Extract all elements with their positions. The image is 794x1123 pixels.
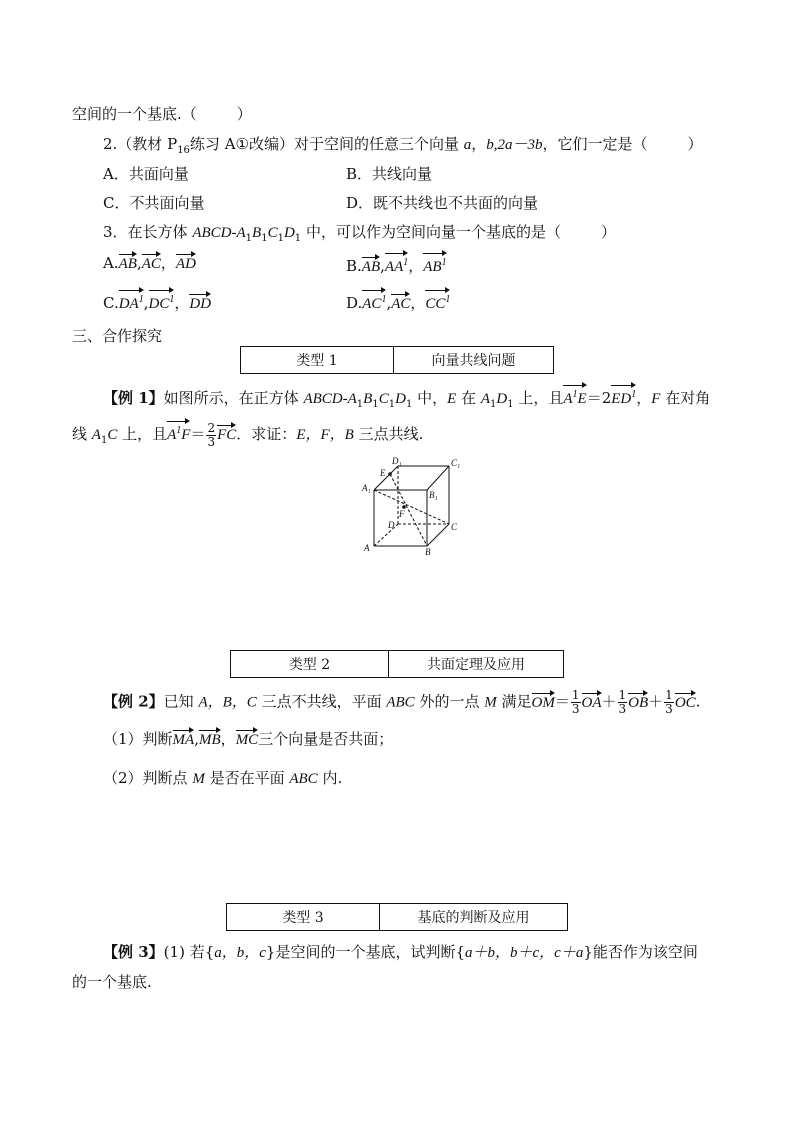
q3-option-d: $D.AC^1,AC$，$CC^1$ bbox=[346, 290, 450, 314]
example-2-part-1: （1）判断MA,MB，MC三个向量是否共面； bbox=[103, 730, 394, 748]
type-1-title: 向量共线问题 bbox=[393, 347, 553, 373]
question-2: 2.（教材 $P_{16}$练习 A①改编）对于空间的任意三个向量 a，b,2a－3b，它们一定是（ ） bbox=[103, 135, 703, 156]
label-d1: D₁ bbox=[392, 456, 402, 466]
q1-tail: 空间的一个基底.（ ） bbox=[72, 105, 252, 123]
example-2-line-1: 【例 2】已知 A，B，C 三点不共线，平面 ABC 外的一点 M 满足OM＝ $\frac{1}{3}$ OA＋ $\frac{1}{3}$ OB＋ $\frac{1}{3}$ OC. bbox=[103, 688, 701, 716]
point-e bbox=[388, 472, 392, 476]
label-b1: B₁ bbox=[429, 490, 438, 500]
q3-option-a: A.AB,AC，AD bbox=[103, 254, 196, 272]
example-1-line-1: 【例 1】如图所示，在正方体 ABCD-$A_1B_1C_1D_1$ 中，E 在 $A_1D_1$ 上，且$A^1E=2ED^1$，F 在对角 bbox=[103, 385, 710, 415]
type-2-label: 类型 2 bbox=[288, 657, 331, 673]
edge-bc bbox=[427, 524, 449, 546]
section-heading: 三、合作探究 bbox=[72, 327, 163, 345]
type-2-title: 共面定理及应用 bbox=[388, 651, 563, 677]
diag-a1c bbox=[374, 490, 449, 524]
example-2-part-2: （2）判断点 M 是否在平面 ABC 内. bbox=[103, 769, 343, 787]
type-2-header bbox=[230, 650, 564, 678]
label-b: B bbox=[425, 547, 431, 557]
edge-b1c1 bbox=[427, 466, 449, 490]
type-1-header bbox=[240, 346, 554, 374]
line-eb bbox=[390, 474, 427, 546]
label-a1: A₁ bbox=[362, 483, 371, 493]
q2-option-b: B．共线向量 bbox=[346, 165, 433, 183]
type-3-label: 类型 3 bbox=[282, 910, 324, 926]
cube-figure bbox=[352, 453, 472, 558]
label-c1: C₁ bbox=[451, 458, 461, 468]
edge-a1d1 bbox=[374, 466, 398, 490]
example-3-line-1: 【例 3】(1) 若{a，b，c}是空间的一个基底，试判断{a＋b，b＋c，c＋a}能否作为该空间 bbox=[103, 943, 698, 961]
q2-option-d: D．既不共线也不共面的向量 bbox=[346, 194, 539, 212]
type-3-title: 基底的判断及应用 bbox=[379, 904, 567, 930]
example-1-line-2: 线 $A_1C$ 上，且$A^1F=$ $\frac{2}{3}$ FC．求证：E，F，B 三点共线. bbox=[72, 420, 424, 449]
label-c: C bbox=[451, 522, 458, 532]
q2-option-a: A．共面向量 bbox=[103, 165, 189, 183]
label-f: F bbox=[399, 509, 405, 519]
type-3-header bbox=[226, 903, 568, 931]
label-e: E bbox=[380, 468, 386, 478]
example-3-line-2: 的一个基底. bbox=[72, 973, 152, 991]
q3-option-c: $C.DA^1,DC^1$，DD bbox=[103, 290, 211, 314]
question-3: 3．在长方体 ABCD-$A_1B_1C_1D_1$ 中，可以作为空间向量一个基底的是（ ） bbox=[103, 223, 616, 244]
q2-option-c: C．不共面向量 bbox=[103, 194, 205, 212]
type-1-label: 类型 1 bbox=[296, 353, 338, 369]
label-d: D bbox=[388, 520, 395, 530]
label-a: A bbox=[364, 543, 370, 553]
q3-option-b: $B.AB,AA^1$，$AB^1$ bbox=[346, 253, 447, 277]
